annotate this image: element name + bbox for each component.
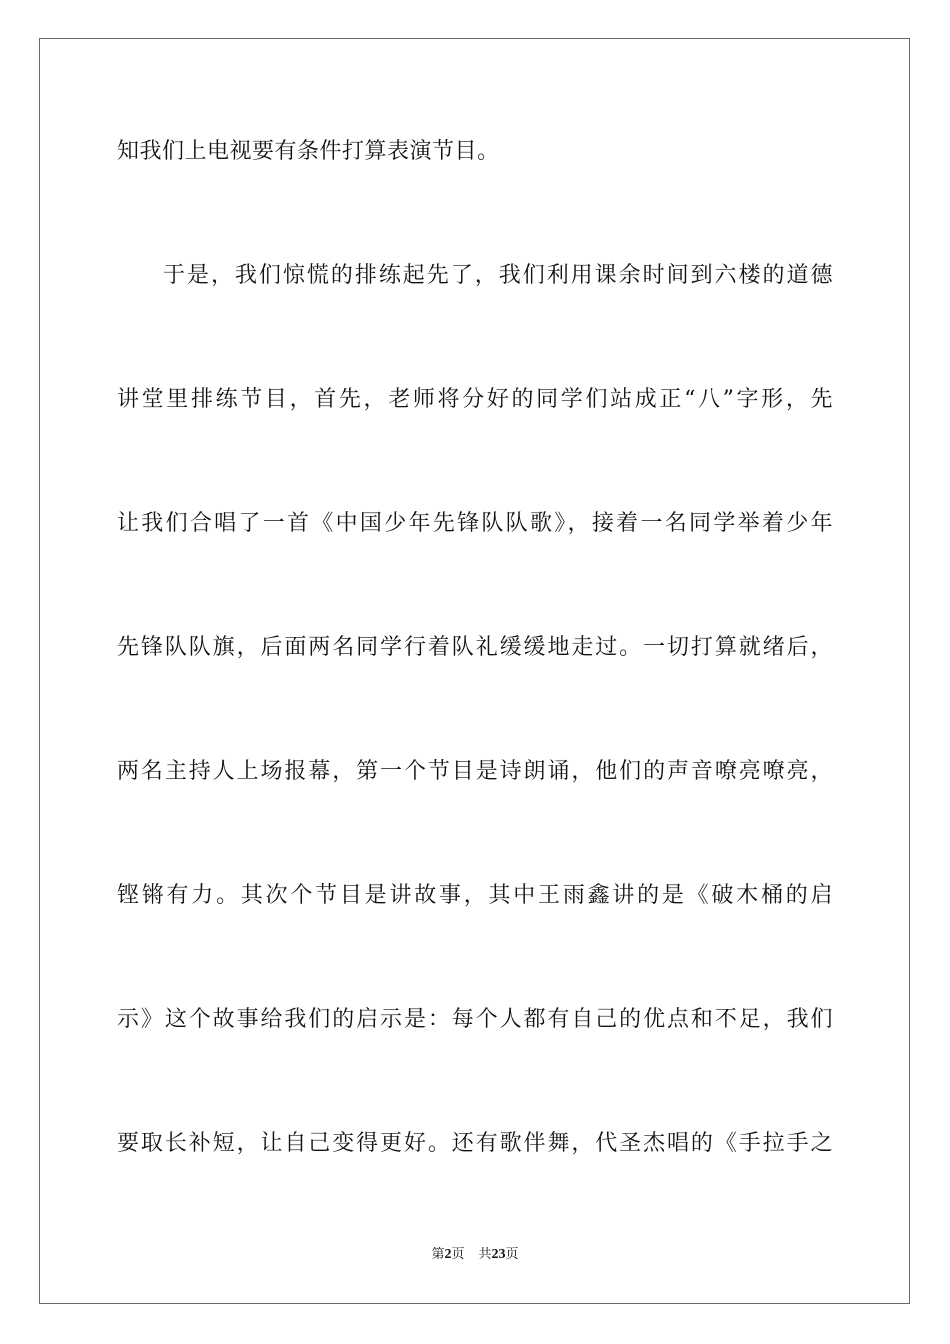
text-line-2: 于是，我们惊慌的排练起先了，我们利用课余时间到六楼的道德 — [163, 263, 833, 288]
text-line-9: 要取长补短，让自己变得更好。还有歌伴舞，代圣杰唱的《手拉手之 — [117, 1131, 833, 1156]
total-suffix: 页 — [505, 1247, 519, 1262]
text-line-8: 示》这个故事给我们的启示是：每个人都有自己的优点和不足，我们 — [117, 1007, 833, 1032]
text-line-6: 两名主持人上场报幕，第一个节目是诗朗诵，他们的声音嘹亮嘹亮， — [117, 759, 833, 784]
page-footer — [0, 1246, 950, 1264]
text-line-4: 让我们合唱了一首《中国少年先锋队队歌》，接着一名同学举着少年 — [117, 511, 833, 536]
page-prefix: 第 — [431, 1247, 445, 1262]
text-line-5: 先锋队队旗，后面两名同学行着队礼缓缓地走过。一切打算就绪后， — [117, 635, 833, 660]
page-number: 2 — [444, 1247, 452, 1262]
page-suffix: 页 — [451, 1247, 465, 1262]
text-line-7: 铿锵有力。其次个节目是讲故事，其中王雨鑫讲的是《破木桶的启 — [117, 883, 833, 908]
page-border — [39, 38, 910, 1304]
text-line-3: 讲堂里排练节目，首先，老师将分好的同学们站成正“八”字形，先 — [117, 387, 833, 412]
total-prefix: 共 — [478, 1247, 492, 1262]
total-pages: 23 — [491, 1247, 506, 1262]
text-line-1: 知我们上电视要有条件打算表演节目。 — [117, 139, 500, 164]
